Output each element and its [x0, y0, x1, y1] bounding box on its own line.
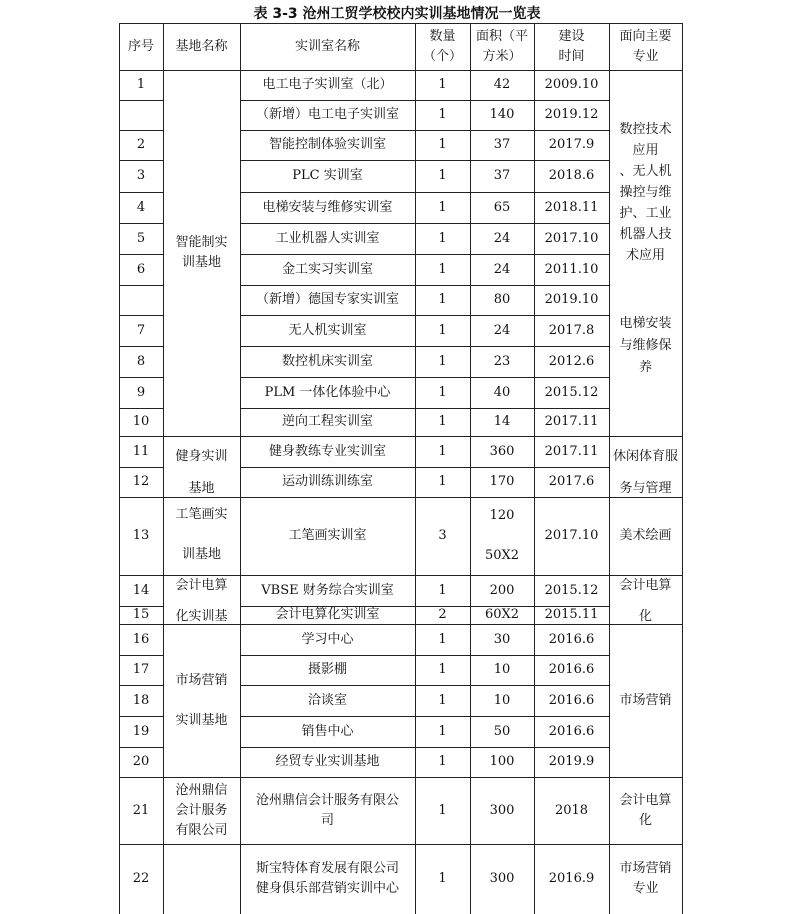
row-seq: 16	[132, 631, 150, 647]
row-area: 120 50X2	[484, 508, 520, 563]
row-room-name: 经贸专业实训基地	[275, 754, 380, 769]
row-quantity: 1	[438, 474, 447, 489]
row-room-name: 无人机实训室	[288, 322, 367, 338]
major-marketing-22: 市场营销 专业	[619, 861, 672, 896]
row-seq: 12	[132, 474, 150, 489]
row-seq: 21	[132, 802, 150, 818]
row-build-time: 2019.12	[544, 107, 599, 122]
row-seq: 14	[132, 582, 150, 598]
row-build-time: 2015.12	[544, 582, 599, 598]
row-room-name: 智能控制体验实训室	[268, 137, 386, 152]
row-seq: 2	[136, 137, 146, 152]
row-build-time: 2016.9	[548, 871, 595, 886]
row-room-name: PLM 一体化体验中心	[264, 384, 391, 400]
row-quantity: 1	[438, 230, 447, 246]
row-room-name: （新增）电工电子实训室	[255, 107, 399, 122]
row-room-name: 电梯安装与维修实训室	[262, 199, 393, 215]
row-area: 37	[493, 137, 511, 152]
row-build-time: 2017.11	[544, 443, 599, 459]
row-area: 65	[493, 199, 511, 215]
row-area: 100	[489, 754, 515, 769]
table-title: 表 3-3 沧州工贸学校校内实训基地情况一览表	[253, 6, 541, 22]
row-quantity: 1	[438, 199, 447, 215]
row-room-name: 沧州鼎信会计服务有限公 司	[255, 792, 399, 828]
row-quantity: 1	[438, 692, 447, 708]
row-build-time: 2018.6	[548, 168, 595, 183]
row-area: 300	[489, 871, 515, 886]
row-quantity: 1	[438, 443, 447, 459]
base-accounting-line1: 会计电算	[175, 578, 228, 593]
row-room-name: 摄影棚	[307, 662, 347, 677]
row-seq: 15	[132, 607, 150, 622]
row-quantity: 1	[438, 292, 447, 307]
major-accounting-line2: 化	[638, 609, 652, 624]
major-cnc-uav-robotics: 数控技术 应用 、无人机 操控与维 护、工业 机器人技 术应用	[619, 121, 672, 263]
major-accounting-line1: 会计电算	[619, 578, 672, 593]
major-elevator: 电梯安装 与维修保 养	[619, 316, 672, 375]
row-quantity: 2	[438, 607, 447, 622]
row-seq: 13	[132, 528, 150, 543]
row-room-name: 电工电子实训室（北）	[262, 77, 393, 92]
grid-line-h	[163, 844, 240, 845]
row-seq: 18	[132, 692, 150, 708]
row-area: 42	[493, 77, 511, 92]
row-area: 30	[493, 631, 511, 647]
row-quantity: 1	[438, 353, 447, 369]
header-base: 基地名称	[175, 38, 228, 54]
row-build-time: 2018.11	[544, 199, 599, 215]
row-area: 170	[489, 474, 515, 489]
row-seq: 3	[136, 168, 146, 183]
row-build-time: 2016.6	[548, 631, 595, 647]
row-room-name: 工笔画实训室	[288, 528, 367, 543]
row-build-time: 2017.10	[544, 528, 599, 543]
row-seq: 22	[132, 871, 150, 886]
row-room-name: 会计电算化实训室	[275, 607, 380, 622]
row-quantity: 1	[438, 107, 447, 122]
row-seq: 17	[132, 662, 150, 677]
row-seq: 8	[136, 353, 146, 369]
major-accounting-21: 会计电算 化	[619, 792, 672, 828]
row-build-time: 2019.10	[544, 292, 599, 307]
row-build-time: 2019.9	[548, 754, 595, 769]
row-room-name: （新增）德国专家实训室	[255, 292, 399, 307]
row-room-name: 学习中心	[301, 631, 354, 647]
row-seq: 11	[132, 443, 150, 459]
row-build-time: 2009.10	[544, 77, 599, 92]
row-area: 50	[493, 723, 511, 739]
row-seq: 9	[136, 384, 146, 400]
base-marketing: 市场营销 实训基地	[175, 672, 228, 728]
row-room-name: 健身教练专业实训室	[268, 443, 386, 459]
row-room-name: 金工实习实训室	[281, 261, 373, 277]
header-room: 实训室名称	[294, 38, 360, 54]
base-fitness-line2: 基地	[188, 481, 215, 496]
row-room-name: 逆向工程实训室	[281, 414, 373, 429]
header-time: 建设 时间	[558, 28, 585, 64]
row-quantity: 1	[438, 261, 447, 277]
row-area: 140	[489, 107, 515, 122]
major-leisure-sports-line2: 务与管理	[619, 481, 672, 496]
row-area: 23	[493, 353, 511, 369]
row-build-time: 2011.10	[544, 261, 599, 277]
row-build-time: 2016.6	[548, 692, 595, 708]
row-quantity: 1	[438, 168, 447, 183]
base-accounting-line2: 化实训基	[175, 609, 228, 624]
row-seq: 5	[136, 230, 146, 246]
row-build-time: 2017.11	[544, 414, 599, 429]
row-area: 80	[493, 292, 511, 307]
row-room-name: 运动训练训练室	[281, 474, 373, 489]
row-build-time: 2015.11	[544, 607, 599, 622]
row-build-time: 2017.9	[548, 137, 595, 152]
row-room-name: 销售中心	[301, 723, 354, 739]
row-build-time: 2018	[554, 802, 589, 818]
row-room-name: 工业机器人实训室	[275, 230, 380, 246]
header-qty: 数量 （个）	[422, 28, 462, 64]
row-area: 360	[489, 443, 515, 459]
row-quantity: 1	[438, 754, 447, 769]
row-build-time: 2016.6	[548, 723, 595, 739]
row-quantity: 1	[438, 802, 447, 818]
base-cangzhou-dingxin: 沧州鼎信 会计服务 有限公司	[175, 782, 228, 838]
row-seq: 4	[136, 199, 146, 215]
row-area: 24	[493, 261, 511, 277]
row-build-time: 2017.10	[544, 230, 599, 246]
row-quantity: 1	[438, 871, 447, 886]
row-build-time: 2016.6	[548, 662, 595, 677]
row-area: 14	[493, 414, 511, 429]
row-seq	[119, 100, 163, 130]
row-area: 37	[493, 168, 511, 183]
grid-line-v	[682, 23, 683, 914]
base-intelligent-manufacturing: 智能制实 训基地	[175, 235, 228, 270]
row-quantity: 1	[438, 137, 447, 152]
grid-line-h	[609, 436, 682, 437]
header-seq: 序号	[127, 38, 154, 54]
grid-line-h	[609, 70, 682, 71]
header-major: 面向主要 专业	[619, 28, 672, 64]
major-fine-arts: 美术绘画	[619, 527, 672, 543]
row-build-time: 2012.6	[548, 353, 595, 369]
row-area: 24	[493, 230, 511, 246]
row-seq	[119, 285, 163, 315]
base-fitness-line1: 健身实训	[175, 449, 228, 464]
row-build-time: 2015.12	[544, 384, 599, 400]
header-area: 面积（平 方米）	[475, 28, 528, 64]
major-leisure-sports-line1: 休闲体育服	[612, 449, 678, 464]
major-marketing: 市场营销	[619, 692, 672, 708]
row-build-time: 2017.6	[548, 474, 595, 489]
grid-line-h	[163, 436, 240, 437]
row-seq: 19	[132, 723, 150, 739]
row-room-name: PLC 实训室	[292, 168, 363, 183]
row-area: 24	[493, 322, 511, 338]
row-quantity: 1	[438, 384, 447, 400]
row-seq: 7	[136, 322, 146, 338]
row-quantity: 1	[438, 582, 447, 598]
base-fine-brush-painting: 工笔画实 训基地	[175, 507, 228, 562]
row-area: 10	[493, 662, 511, 677]
row-area: 300	[489, 802, 515, 818]
row-quantity: 1	[438, 723, 447, 739]
row-room-name: 斯宝特体育发展有限公司 健身俱乐部营销实训中心	[255, 861, 399, 896]
row-room-name: 数控机床实训室	[281, 353, 373, 369]
row-quantity: 1	[438, 631, 447, 647]
row-quantity: 1	[438, 77, 447, 92]
row-build-time: 2017.8	[548, 322, 595, 338]
row-quantity: 1	[438, 662, 447, 677]
row-area: 40	[493, 384, 511, 400]
row-quantity: 1	[438, 322, 447, 338]
row-quantity: 3	[438, 528, 447, 543]
row-seq: 10	[132, 414, 150, 429]
row-area: 60X2	[484, 607, 520, 622]
row-room-name: VBSE 财务综合实训室	[261, 582, 394, 598]
row-room-name: 洽谈室	[307, 692, 347, 708]
row-area: 200	[489, 582, 515, 598]
row-seq: 6	[136, 261, 146, 277]
row-quantity: 1	[438, 414, 447, 429]
row-seq: 20	[132, 754, 150, 769]
row-area: 10	[493, 692, 511, 708]
row-seq: 1	[136, 77, 146, 92]
